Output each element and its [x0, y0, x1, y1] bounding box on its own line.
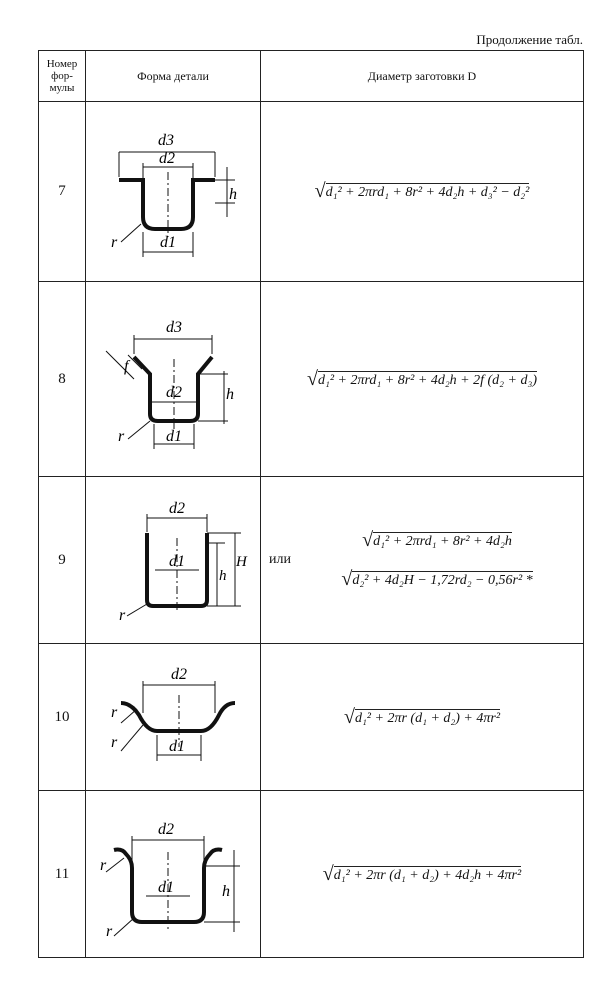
part-drawing-cell — [86, 282, 261, 477]
label-h: h — [226, 386, 234, 403]
formula-number: 9 — [39, 477, 86, 644]
header-row — [39, 51, 584, 102]
header-formula-number: Номер фор- мулы — [39, 51, 86, 102]
label-r: r — [119, 606, 126, 624]
curled-flange-cup-drawing — [98, 802, 248, 947]
formula-cell — [261, 477, 584, 644]
label-d2: d2 — [171, 665, 187, 683]
formula-number: 7 — [39, 102, 86, 282]
formula-cell — [261, 282, 584, 477]
label-r: r — [118, 428, 125, 445]
label-d1: d1 — [169, 737, 185, 755]
label-d1: d1 — [160, 233, 176, 251]
plain-cup-drawing — [103, 488, 247, 633]
header-blank-diameter: Диаметр заготовки D — [261, 51, 584, 102]
label-r: r — [106, 922, 113, 940]
table-row — [39, 102, 584, 282]
formula-number: 8 — [39, 282, 86, 477]
label-r: r — [111, 703, 118, 721]
conical-flange-cup-drawing — [98, 299, 248, 459]
table-row — [39, 477, 584, 644]
label-d1: d1 — [169, 552, 185, 570]
blank-diameter-table — [38, 50, 584, 958]
label-d1: d1 — [166, 428, 182, 445]
formula-cell — [261, 102, 584, 282]
table-row — [39, 644, 584, 791]
formula-cell — [261, 644, 584, 791]
formula-number: 11 — [39, 791, 86, 958]
formula-expression: √d₁² + 2πrd₁ + 8r² + 4d₂h — [362, 529, 512, 551]
label-h: h — [229, 185, 237, 203]
label-d3: d3 — [166, 319, 182, 336]
label-d2: d2 — [159, 149, 175, 167]
table-continuation-caption: Продолжение табл. — [476, 32, 583, 47]
formula-number: 10 — [39, 644, 86, 791]
label-d2: d2 — [158, 820, 174, 838]
formula-expression-alt: √d₂² + 4d₂H − 1,72rd₂ − 0,56r² * — [341, 568, 533, 590]
or-label: или — [269, 552, 291, 567]
table-row — [39, 791, 584, 958]
label-r: r — [100, 856, 107, 874]
label-f: f — [124, 358, 129, 375]
formula-cell — [261, 791, 584, 958]
formula-expression: √d₁² + 2πrd₁ + 8r² + 4d₂h + d₃² − d₂² — [314, 180, 530, 202]
part-drawing-cell — [86, 477, 261, 644]
part-drawing-cell — [86, 791, 261, 958]
header-part-shape: Форма детали — [86, 51, 261, 102]
label-d1: d1 — [158, 878, 174, 896]
label-d2: d2 — [169, 499, 185, 517]
formula-expression: √d₁² + 2πrd₁ + 8r² + 4d₂h + 2f (d₂ + d₃) — [306, 367, 538, 390]
formula-expression: √d₁² + 2πr (d₁ + d₂) + 4πr² — [343, 705, 501, 728]
label-r: r — [111, 733, 118, 751]
flanged-cup-drawing — [103, 117, 243, 267]
label-H: H — [236, 553, 247, 570]
label-h: h — [222, 882, 230, 900]
part-drawing-cell — [86, 102, 261, 282]
formula-expression: √d₁² + 2πr (d₁ + d₂) + 4d₂h + 4πr² — [322, 862, 522, 885]
part-drawing-cell — [86, 644, 261, 791]
label-d2: d2 — [166, 384, 182, 401]
label-h: h — [219, 567, 227, 584]
label-r: r — [111, 233, 118, 251]
label-d3: d3 — [158, 131, 174, 149]
table-row — [39, 282, 584, 477]
shallow-dish-drawing — [103, 655, 243, 780]
